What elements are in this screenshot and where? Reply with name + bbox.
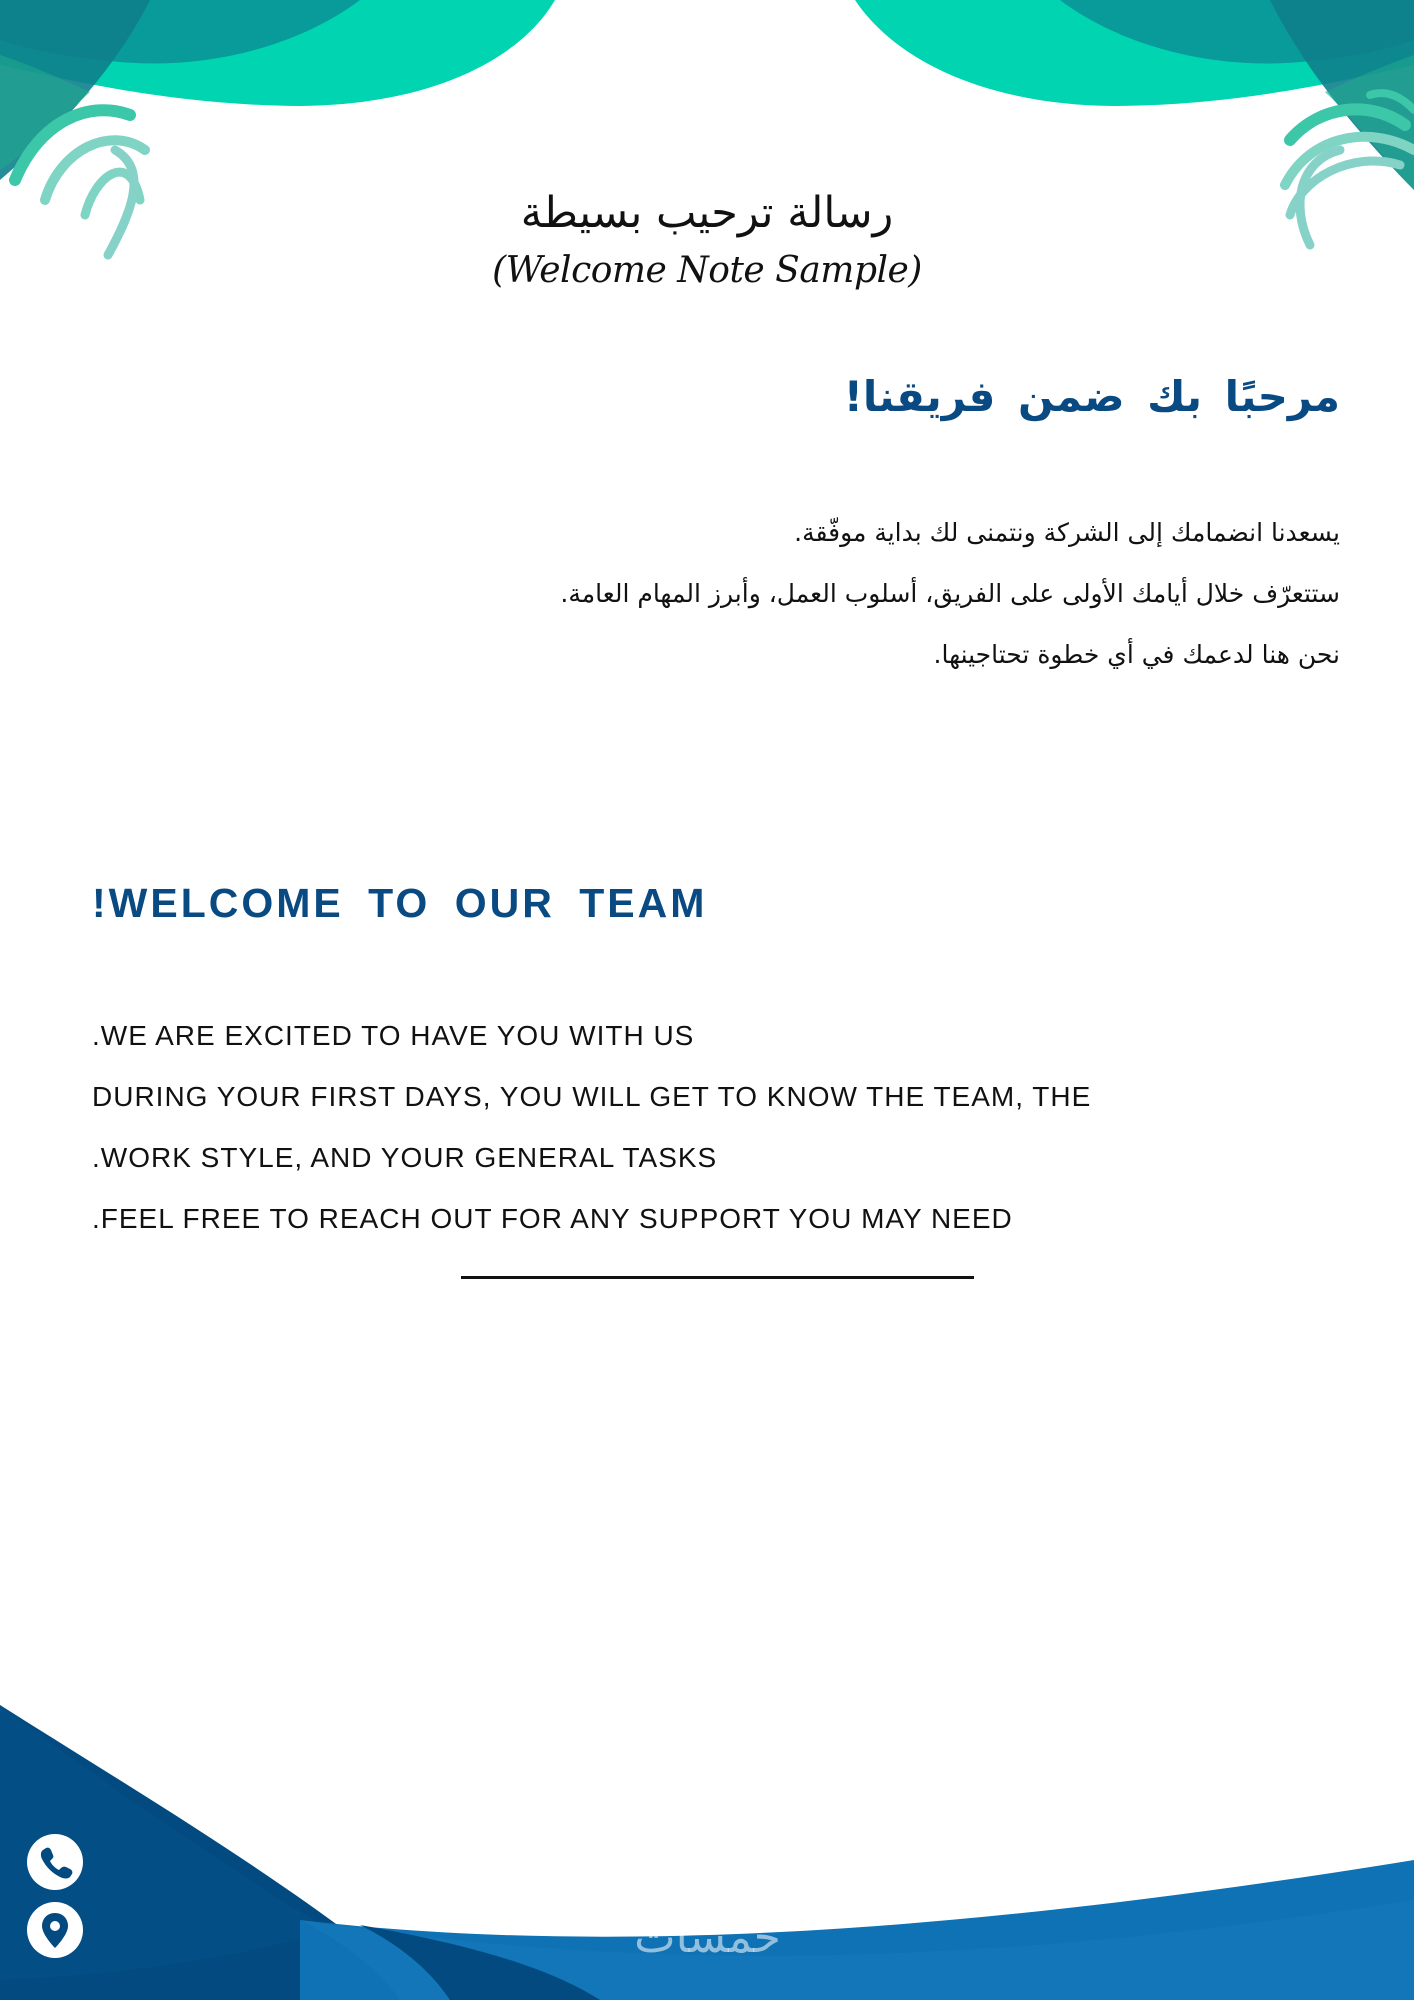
- arabic-line: ستتعرّف خلال أيامك الأولى على الفريق، أسلوب العمل، وأبرز المهام العامة.: [560, 579, 1340, 608]
- english-line: DURING YOUR FIRST DAYS, YOU WILL GET TO KNOW THE TEAM, THE: [92, 1081, 1092, 1112]
- arabic-heading: مرحبًا بك ضمن فريقنا!: [843, 372, 1340, 421]
- phone-icon[interactable]: [27, 1834, 83, 1890]
- english-heading: !WELCOME TO OUR TEAM: [92, 880, 708, 926]
- document-title-arabic: رسالة ترحيب بسيطة: [520, 188, 894, 238]
- arabic-line: نحن هنا لدعمك في أي خطوة تحتاجينها.: [933, 640, 1340, 669]
- location-pin-icon[interactable]: [27, 1902, 83, 1958]
- signature-line: [461, 1276, 974, 1279]
- document-title-english: (Welcome Note Sample): [492, 250, 922, 291]
- english-paragraph: [92, 1016, 1242, 1260]
- watermark-logo: خمسات: [634, 1912, 781, 1963]
- english-line: .WE ARE EXCITED TO HAVE YOU WITH US: [92, 1020, 695, 1051]
- arabic-line: يسعدنا انضمامك إلى الشركة ونتمنى لك بداية موفّقة.: [794, 518, 1340, 547]
- english-line: .WORK STYLE, AND YOUR GENERAL TASKS: [92, 1142, 718, 1173]
- english-line: .FEEL FREE TO REACH OUT FOR ANY SUPPORT YOU MAY NEED: [92, 1203, 1013, 1234]
- arabic-paragraph: [340, 513, 1340, 696]
